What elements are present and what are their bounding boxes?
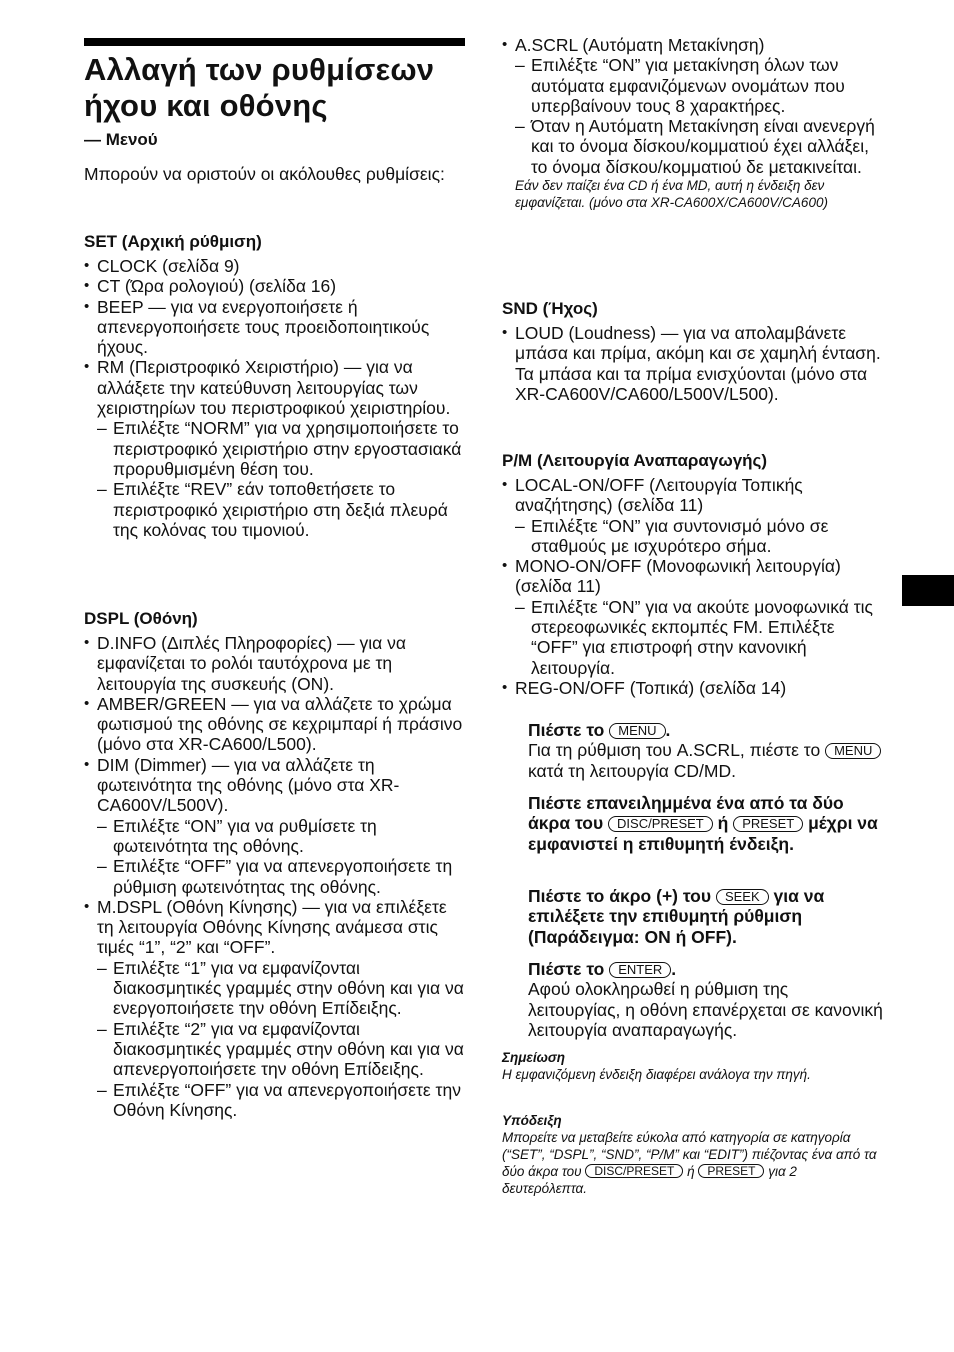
pm-heading: P/M (Λειτουργία Αναπαραγωγής) (502, 451, 768, 470)
sub-list-item: – Επιλέξτε “NORM” για να χρησιμοποιήσετε το περιστροφικό χειριστήριο στην εργοστασιακά προρυθμισμένη θέση του. (84, 418, 464, 479)
list-item: • AMBER/GREEN — για να αλλάζετε το χρώμα φωτισμού της οθόνης σε κεχριμπαρί ή πράσινο (μόνο στα XR-CA600/L500). (84, 694, 464, 755)
list-item: • LOUD (Loudness) — για να απολαμβάνετε μπάσα και πρίμα, ακόμη και σε χαμηλή ένταση. Τα μπάσα και τα πρίμα ενισχύονται (μόνο στα XR-CA600V/CA600/L500V/L500). (502, 323, 884, 404)
set-section (84, 232, 464, 540)
dspl-section (84, 609, 464, 1120)
dspl-list (84, 633, 464, 1120)
step-2-text-end: μέχρι να εμφανιστεί η επιθυμητή ένδειξη. (528, 813, 878, 854)
disc-preset-key: DISC/PRESET (585, 1164, 683, 1178)
list-item: • RM (Περιστροφικό Χειριστήριο) — για να αλλάξετε την κατεύθυνση λειτουργίας των χειριστηρίων του περιστροφικού χειριστηρίου. (84, 357, 464, 418)
snd-list (502, 323, 884, 404)
ascrl-section (502, 35, 884, 211)
list-item: • A.SCRL (Αυτόματη Μετακίνηση) (502, 35, 884, 55)
sub-list-item: – Επιλέξτε “OFF” για να απενεργοποιήσετε την Οθόνη Κίνησης. (84, 1080, 464, 1121)
sub-list-item: – Επιλέξτε “ON” για να ρυθμίσετε τη φωτεινότητα της οθόνης. (84, 816, 464, 857)
sub-list-item: – Επιλέξτε “ON” για να ακούτε μονοφωνικά τις στερεοφωνικές εκπομπές FM. Επιλέξτε “OFF” για επιστροφή στην κανονική λειτουργία. (502, 597, 884, 678)
list-item: • LOCAL-ON/OFF (Λειτουργία Τοπικής αναζήτησης) (σελίδα 11) (502, 475, 884, 516)
sub-list-item: – Επιλέξτε “ON” για μετακίνηση όλων των αυτόματα εμφανιζόμενων ονομάτων που υπερβαίνουν τους 8 χαρακτήρες. (502, 55, 884, 116)
pm-section (502, 451, 884, 698)
seek-key: SEEK (716, 889, 769, 905)
step-3-text: Πιέστε το άκρο (+) του (528, 886, 712, 906)
sub-list-item: – Επιλέξτε “2” για να εμφανίζονται διακοσμητικές γραμμές στην οθόνη και για να απενεργοποιήσετε την οθόνη Επίδειξης. (84, 1019, 464, 1080)
snd-heading: SND (Ήχος) (502, 299, 598, 318)
step-4-text: Πιέστε το (528, 959, 605, 979)
preset-key: PRESET (698, 1164, 764, 1178)
step-1-text: Πιέστε το (528, 720, 605, 740)
step-3 (528, 886, 884, 947)
step-2 (528, 793, 884, 854)
list-item: • D.INFO (Διπλές Πληροφορίες) — για να εμφανίζεται το ρολόι ταυτόχρονα με τη λειτουργία της συσκευής (ON). (84, 633, 464, 694)
step-2-or: ή (717, 813, 729, 834)
step-4: Πιέστε το ENTER . Αφού ολοκληρωθεί η ρύθμιση της λειτουργίας, η οθόνη επανέρχεται σε κανονική λειτουργία αναπαραγωγής. (528, 959, 883, 1040)
hint-text-start: Μπορείτε να μεταβείτε εύκολα από κατηγορία σε κατηγορία (“SET”, “DSPL”, “SND”, “P/M” και “EDIT”) πιέζοντας ένα από τα δύο άκρα του (502, 1130, 877, 1179)
note-section (502, 1050, 884, 1083)
disc-preset-key: DISC/PRESET (608, 816, 713, 832)
hint-or: ή (687, 1164, 695, 1179)
step-1: Πιέστε το MENU . Για τη ρύθμιση του A.SCRL, πιέστε το MENU κατά τη λειτουργία CD/MD. (528, 720, 884, 781)
list-item: • DIM (Dimmer) — για να αλλάζετε τη φωτεινότητα της οθόνης (μόνο στα XR-CA600V/L500V). (84, 755, 464, 816)
set-list (84, 256, 464, 540)
hint-text (502, 1129, 884, 1197)
dspl-heading: DSPL (Οθόνη) (84, 609, 198, 628)
preset-key: PRESET (733, 816, 803, 832)
side-tab-marker (902, 575, 954, 606)
menu-key: MENU (609, 723, 665, 739)
list-item: • BEEP — για να ενεργοποιήσετε ή απενεργοποιήσετε τους προειδοποιητικούς ήχους. (84, 297, 464, 358)
step-2-text: Πιέστε επανειλημμένα ένα από τα δύο άκρα του (528, 793, 844, 834)
page-title: Αλλαγή των ρυθμίσεων ήχου και οθόνης (84, 52, 435, 123)
snd-section (502, 299, 884, 404)
sub-list-item: – Όταν η Αυτόματη Μετακίνηση είναι ανενεργή και το όνομα δίσκου/κομματιού έχει αλλάξει, το όνομα δίσκου/κομματιού δε μετακινείται. (502, 116, 884, 177)
ascrl-list (502, 35, 884, 177)
hint-section (502, 1113, 884, 1197)
sub-list-item: – Επιλέξτε “REV” εάν τοποθετήσετε το περιστροφικό χειριστήριο στη δεξιά πλευρά της κολόνας του τιμονιού. (84, 479, 464, 540)
sub-list-item: – Επιλέξτε “OFF” για να απενεργοποιήσετε τη ρύθμιση φωτεινότητας της οθόνης. (84, 856, 464, 897)
menu-key: MENU (825, 743, 881, 759)
step-1-detail-end: κατά τη λειτουργία CD/MD. (528, 760, 737, 781)
list-item: • CT (Ώρα ρολογιού) (σελίδα 16) (84, 276, 464, 296)
list-item: • MONO-ON/OFF (Μονοφωνική λειτουργία) (σελίδα 11) (502, 556, 884, 597)
list-item: • REG-ON/OFF (Τοπικά) (σελίδα 14) (502, 678, 884, 698)
sub-list-item: – Επιλέξτε “ON” για συντονισμό μόνο σε σταθμούς με ισχυρότερο σήμα. (502, 516, 884, 557)
title-rule (84, 38, 465, 46)
hint-text-end: για 2 δευτερόλεπτα. (502, 1164, 797, 1196)
pm-list (502, 475, 884, 698)
note-text: Η εμφανιζόμενη ένδειξη διαφέρει ανάλογα την πηγή. (502, 1067, 811, 1082)
intro-text: Μπορούν να οριστούν οι ακόλουθες ρυθμίσεις: (84, 164, 445, 184)
list-item: • M.DSPL (Οθόνη Κίνησης) — για να επιλέξετε τη λειτουργία Οθόνης Κίνησης ανάμεσα στις τιμές “1”, “2” και “OFF”. (84, 897, 464, 958)
sub-list-item: – Επιλέξτε “1” για να εμφανίζονται διακοσμητικές γραμμές στην οθόνη και για να ενεργοποιήσετε την οθόνη Επίδειξης. (84, 958, 464, 1019)
list-item: • CLOCK (σελίδα 9) (84, 256, 464, 276)
page-subtitle: — Μενού (84, 130, 158, 149)
step-1-detail: Για τη ρύθμιση του A.SCRL, πιέστε το (528, 740, 821, 761)
enter-key: ENTER (609, 962, 671, 978)
set-heading: SET (Αρχική ρύθμιση) (84, 232, 262, 251)
ascrl-note: Εάν δεν παίζει ένα CD ή ένα MD, αυτή η ένδειξη δεν εμφανίζεται. (μόνο στα XR-CA600X/CA600V/CA600) (515, 178, 828, 211)
hint-heading: Υπόδειξη (502, 1113, 562, 1128)
note-heading: Σημείωση (502, 1050, 566, 1065)
step-3-text-end: για να επιλέξετε την επιθυμητή ρύθμιση (Παράδειγμα: ON ή OFF). (528, 886, 825, 947)
step-4-detail: Αφού ολοκληρωθεί η ρύθμιση της λειτουργίας, η οθόνη επανέρχεται σε κανονική λειτουργία αναπαραγωγής. (528, 979, 883, 1040)
